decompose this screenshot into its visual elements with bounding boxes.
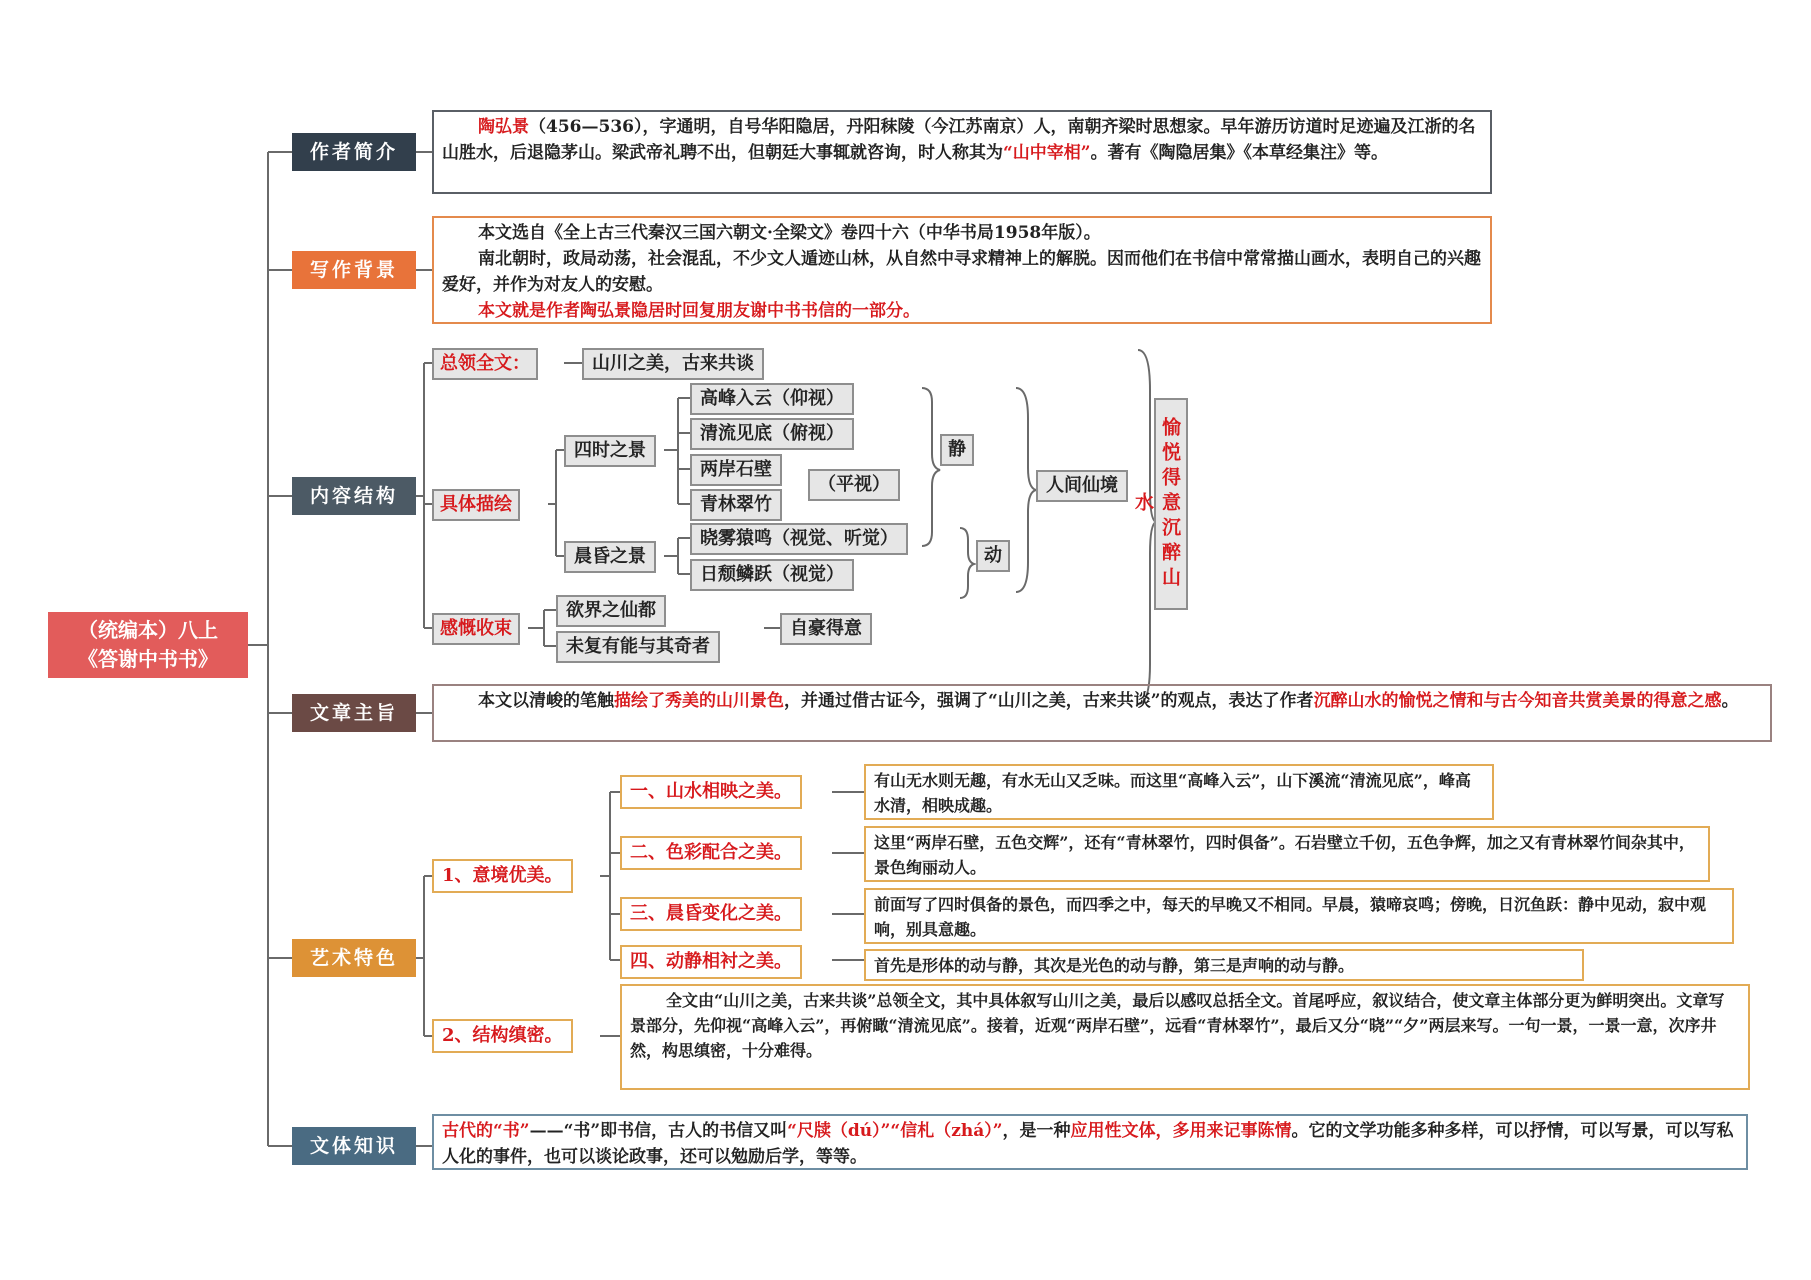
author-name: 陶弘景 [478, 117, 529, 137]
background-p2 [442, 246, 1482, 298]
category-theme: 文章主旨 [292, 694, 416, 732]
art-d3: 前面写了四时俱备的景色，而四季之中，每天的早晚又不相同。早晨，猿啼哀鸣；傍晚，日沉鱼跃：静中见动，寂中观响，别具意趣。 [864, 888, 1734, 944]
art-a2: 2、结构缜密。 [432, 1019, 573, 1053]
background-p1 [442, 220, 1482, 246]
structure-yujie: 欲界之仙都 [556, 595, 666, 627]
structure-jing: 静 [940, 434, 974, 466]
root-title-line2: 《答谢中书书》 [78, 647, 218, 671]
background-p1-text: 本文选自《全上古三代秦汉三国六朝文·全梁文》卷四十六（中华书局1958年版）。 [478, 223, 1101, 243]
structure-summary: 愉悦得意沉醉山水 [1154, 398, 1188, 610]
category-art: 艺术特色 [292, 939, 416, 977]
structure-morning: 晓雾猿鸣（视觉、听觉） [690, 523, 908, 555]
genre-r2: “尺牍（dú）”“信札（zhá）” [787, 1121, 1003, 1141]
category-genre: 文体知识 [292, 1127, 416, 1165]
structure-chenhun: 晨昏之景 [564, 541, 656, 573]
genre-r3: 应用性文体，多用来记事陈情 [1070, 1121, 1292, 1141]
structure-peak: 高峰入云（仰视） [690, 383, 854, 415]
author-nickname: “山中宰相” [1003, 143, 1091, 163]
root-title [48, 612, 248, 678]
category-author: 作者简介 [292, 133, 416, 171]
author-text2: 。著有《陶隐居集》《本草经集注》等。 [1090, 143, 1389, 163]
author-text1: （456—536），字通明，自号华阳隐居，丹阳秣陵（今江苏南京）人，南朝齐梁时思想家。早年游历访道时足迹遍及江浙的名山胜水，后退隐茅山。梁武帝礼聘不出，但朝廷大事辄就咨询，时人称其为 [442, 117, 1476, 163]
category-structure: 内容结构 [292, 477, 416, 515]
genre-t2: ，是一种 [1002, 1121, 1071, 1141]
genre-box [432, 1114, 1748, 1170]
genre-t1: ——“书”即书信，古人的书信又叫 [529, 1121, 788, 1141]
structure-emotion: 感慨收束 [432, 613, 520, 645]
structure-cliff: 两岸石壁 [690, 454, 782, 486]
background-p3-text: 本文就是作者陶弘景隐居时回复朋友谢中书书信的一部分。 [478, 301, 920, 321]
art-d5 [620, 984, 1750, 1090]
structure-zixin: 自豪得意 [780, 613, 872, 645]
author-box [432, 110, 1492, 194]
art-s4: 四、动静相衬之美。 [620, 945, 802, 979]
art-s2: 二、色彩配合之美。 [620, 836, 802, 870]
theme-r2: 沉醉山水的愉悦之情和与古今知音共赏美景的得意之感 [1313, 691, 1722, 711]
background-p3 [442, 298, 1482, 324]
art-a1: 1、意境优美。 [432, 859, 573, 893]
art-d4: 首先是形体的动与静，其次是光色的动与静，第三是声响的动与静。 [864, 949, 1584, 981]
art-d1: 有山无水则无趣，有水无山又乏味。而这里“高峰入云”，山下溪流“清流见底”，峰高水清，相映成趣。 [864, 764, 1494, 820]
genre-r1: 古代的“书” [442, 1121, 530, 1141]
structure-specific: 具体描绘 [432, 489, 520, 521]
root-title-line1: （统编本）八上 [78, 618, 218, 642]
structure-overview-label: 总领全文： [432, 348, 538, 380]
structure-forest: 青林翠竹 [690, 489, 782, 521]
theme-t1: 本文以清峻的笔触 [478, 691, 614, 711]
structure-weifu: 未复有能与其奇者 [556, 631, 720, 663]
theme-box [432, 684, 1772, 742]
structure-overview-text: 山川之美，古来共谈 [582, 348, 764, 380]
art-d2: 这里“两岸石壁，五色交辉”，还有“青林翠竹，四时俱备”。石岩壁立千仞，五色争辉，加之又有青林翠竹间杂其中，景色绚丽动人。 [864, 826, 1710, 882]
structure-fairyland: 人间仙境 [1036, 470, 1128, 502]
art-d5-text: 全文由“山川之美，古来共谈”总领全文，其中具体叙写山川之美，最后以感叹总括全文。首尾呼应，叙议结合，使文章主体部分更为鲜明突出。文章写景部分，先仰视“高峰入云”，再俯瞰“清流见底”。接着，近观“两岸石壁”，远看“青林翠竹”，最后又分“晓”“夕”两层来写。一句一景，一景一意，次序井然，构思缜密，十分难得。 [630, 991, 1725, 1060]
background-p2-text: 南北朝时，政局动荡，社会混乱，不少文人遁迹山林，从自然中寻求精神上的解脱。因而他们在书信中常常描山画水，表明自己的兴趣爱好，并作为对友人的安慰。 [442, 249, 1481, 295]
art-s1: 一、山水相映之美。 [620, 775, 802, 809]
structure-evening: 日颓鳞跃（视觉） [690, 559, 854, 591]
structure-level: （平视） [808, 469, 900, 501]
background-box [432, 216, 1492, 324]
genre-t3: 。它的文学功能多种多样，可以抒情，可以写景，可以写私人化的事件，也可以谈论政事，还可以勉励后学，等等。 [442, 1121, 1734, 1167]
art-s3: 三、晨昏变化之美。 [620, 897, 802, 931]
theme-t2: ，并通过借古证今，强调了“山川之美，古来共谈”的观点，表达了作者 [784, 691, 1314, 711]
category-background: 写作背景 [292, 251, 416, 289]
structure-stream: 清流见底（俯视） [690, 418, 854, 450]
theme-r1: 描绘了秀美的山川景色 [614, 691, 784, 711]
theme-t3: 。 [1721, 691, 1739, 711]
structure-sishi: 四时之景 [564, 435, 656, 467]
structure-dong: 动 [976, 540, 1010, 572]
